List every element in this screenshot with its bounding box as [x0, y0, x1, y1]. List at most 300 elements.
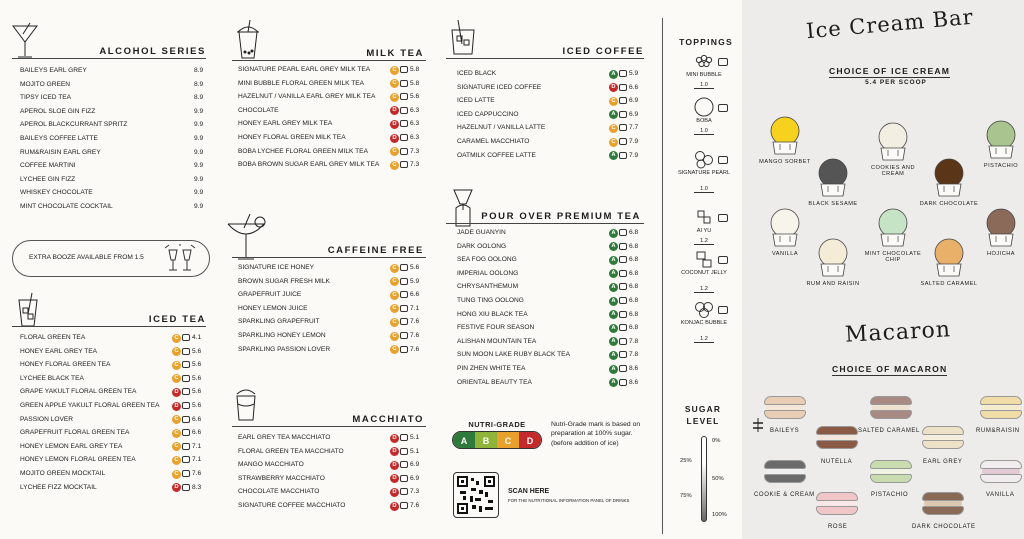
- menu-item: [238, 288, 424, 302]
- menu-item-name: BAILEYS COFFEE LATTE: [20, 134, 98, 142]
- nutri-grade-badge: C: [390, 304, 399, 313]
- menu-item-name: SIGNATURE COFFEE MACCHIATO: [238, 501, 346, 509]
- section-title-macchiato: MACCHIATO: [352, 414, 424, 425]
- sugar-cube-icon: [619, 283, 627, 290]
- macaron-subtitle: CHOICE OF MACARON: [832, 364, 948, 374]
- menu-item-price: 8.9: [194, 94, 204, 102]
- sugar-cube-icon: [400, 332, 408, 339]
- ice-cream-bar-title: Ice Cream Bar: [805, 4, 975, 44]
- menu-item-name: FESTIVE FOUR SEASON: [457, 324, 535, 332]
- menu-item-price: 8.6: [629, 364, 639, 372]
- menu-item-name: STRAWBERRY MACCHIATO: [238, 474, 325, 482]
- menu-item: [238, 158, 424, 172]
- menu-item-price: 5.1: [410, 447, 420, 455]
- sugar-cube-icon: [619, 243, 627, 250]
- sugar-cube-icon: [400, 66, 408, 73]
- sugar-cube-icon: [619, 324, 627, 331]
- menu-item: [20, 173, 206, 187]
- topping-price: 1.2: [694, 238, 714, 245]
- menu-item: [20, 91, 206, 105]
- menu-item-name: ICED LATTE: [457, 97, 495, 105]
- nutri-grade-badge: A: [609, 337, 618, 346]
- nutri-grade-badge: D: [172, 402, 181, 411]
- sugar-cube-icon: [619, 365, 627, 372]
- sugar-cube-icon: [182, 416, 190, 423]
- menu-item-price: 4.1: [192, 334, 202, 341]
- nutri-grade-badge: D: [390, 447, 399, 456]
- menu-item: [457, 294, 643, 308]
- nutri-grade-badge: D: [390, 461, 399, 470]
- section-title-caffeine-free: CAFFEINE FREE: [327, 245, 424, 256]
- caffeine-free-list: [238, 261, 424, 356]
- menu-item-price: 7.7: [629, 124, 639, 132]
- menu-item-price: 6.6: [410, 291, 420, 299]
- sugar-cube-icon: [619, 351, 627, 358]
- divider: [12, 326, 206, 327]
- nutri-grade-badge: D: [390, 434, 399, 443]
- nutri-grade-badge: A: [609, 70, 618, 79]
- sugar-cube-icon: [619, 297, 627, 304]
- topping-name: BOBA: [696, 118, 712, 124]
- menu-item-name: GRAPEFRUIT FLORAL GREEN TEA: [20, 429, 130, 437]
- nutri-grade-badge: C: [390, 277, 399, 286]
- extra-booze-text: EXTRA BOOZE AVAILABLE FROM 1.5: [29, 254, 144, 261]
- nutri-grade-badge: C: [172, 456, 181, 465]
- menu-item-name: HONEY EARL GREY MILK TEA: [238, 120, 333, 128]
- sugar-cube-icon: [400, 80, 408, 87]
- menu-item-name: COFFEE MARTINI: [20, 162, 76, 170]
- macaron-icon: [764, 460, 806, 483]
- sugar-cube-icon: [718, 58, 728, 66]
- macaron-stand-icon: [752, 418, 764, 437]
- nutri-grade-badge: C: [390, 147, 399, 156]
- qr-code[interactable]: [453, 472, 499, 518]
- menu-item: [20, 481, 206, 495]
- menu-item: [20, 440, 206, 454]
- menu-item-name: HONEY LEMON JUICE: [238, 304, 308, 312]
- sugar-cube-icon: [182, 429, 190, 436]
- menu-item: [238, 343, 424, 357]
- menu-item-price: 6.3: [410, 120, 420, 128]
- sugar-cube-icon: [182, 402, 190, 409]
- menu-item: [20, 467, 206, 481]
- sugar-cube-icon: [400, 278, 408, 285]
- menu-item-name: JADE GUANYIN: [457, 229, 506, 236]
- menu-item-name: CARAMEL MACCHIATO: [457, 137, 530, 145]
- menu-item: [457, 108, 643, 122]
- ice-cream-flavor-name: SALTED CARAMEL: [920, 281, 978, 287]
- nutri-grade-badge: D: [172, 388, 181, 397]
- ice-cream-flavor-name: RUM AND RAISIN: [806, 281, 860, 287]
- nutri-grade-title: NUTRI-GRADE: [468, 420, 526, 429]
- sugar-cube-icon: [400, 93, 408, 100]
- menu-item: [457, 226, 643, 240]
- section-title-pour-over: POUR OVER PREMIUM TEA: [481, 211, 641, 222]
- menu-item-name: MINI BUBBLE FLORAL GREEN MILK TEA: [238, 79, 365, 87]
- menu-item-name: HAZELNUT / VANILLA EARL GREY MILK TEA: [238, 93, 376, 101]
- alcohol-list: [20, 64, 206, 214]
- iced-coffee-glass-icon: [446, 20, 480, 61]
- macaron-title: Macaron: [844, 317, 952, 348]
- menu-item-price: 6.6: [192, 415, 202, 423]
- menu-item-name: SPARKLING PASSION LOVER: [238, 345, 331, 353]
- menu-item: [20, 426, 206, 440]
- menu-item-name: CHOCOLATE: [238, 106, 279, 114]
- sugar-cube-icon: [400, 502, 408, 509]
- menu-item-name: SPARKLING GRAPEFRUIT: [238, 318, 320, 326]
- menu-item-price: 6.9: [410, 474, 420, 482]
- menu-item-price: 9.9: [194, 202, 204, 210]
- topping-name: AI YU: [696, 228, 712, 234]
- menu-item-price: 7.8: [629, 351, 639, 359]
- menu-item-price: 6.3: [410, 106, 420, 114]
- menu-item-name: SIGNATURE PEARL EARL GREY MILK TEA: [238, 66, 371, 73]
- scan-title: SCAN HERE: [508, 488, 550, 495]
- divider: [446, 58, 644, 59]
- sugar-level-label: 25%: [680, 458, 692, 464]
- macaron-flavor-name: NUTELLA: [821, 459, 853, 465]
- ice-cream-scoop-icon: [932, 158, 966, 203]
- nutri-grade-scale: [452, 431, 542, 449]
- menu-item-price: 5.6: [192, 401, 202, 409]
- macaron-icon: [870, 396, 912, 419]
- sugar-cube-icon: [619, 111, 627, 118]
- menu-item: [238, 90, 424, 104]
- sugar-cube-icon: [182, 484, 190, 491]
- menu-item: [457, 135, 643, 149]
- sugar-cube-icon: [400, 264, 408, 271]
- ice-cream-flavor-name: HOJICHA: [986, 251, 1016, 257]
- sugar-cube-icon: [718, 256, 728, 264]
- menu-item: [238, 63, 424, 77]
- nutri-grade-badge: C: [390, 345, 399, 354]
- nutri-grade-badge: D: [390, 120, 399, 129]
- menu-item-price: 6.9: [629, 97, 639, 105]
- menu-item-price: 5.6: [192, 347, 202, 355]
- sugar-cube-icon: [400, 305, 408, 312]
- menu-item-name: LYCHEE GIN FIZZ: [20, 175, 76, 183]
- nutri-grade-badge: C: [390, 291, 399, 300]
- menu-item-name: ALISHAN MOUNTAIN TEA: [457, 337, 537, 345]
- menu-item-price: 7.1: [192, 442, 202, 450]
- menu-item: [20, 372, 206, 386]
- menu-item: [457, 321, 643, 335]
- menu-item: [20, 399, 206, 413]
- scan-subtitle: FOR THE NUTRITIONAL INFORMATION PANEL OF DRINKS: [508, 498, 630, 503]
- menu-item-name: GRAPEFRUIT JUICE: [238, 291, 302, 299]
- nutri-grade-badge: C: [172, 334, 181, 343]
- sugar-cube-icon: [182, 388, 190, 395]
- macaron-flavor-name: COOKIE & CREAM: [754, 492, 815, 498]
- menu-item: [238, 302, 424, 316]
- extra-booze-box: [12, 240, 210, 277]
- ice-cream-flavor-name: PISTACHIO: [983, 163, 1019, 169]
- menu-item-name: APEROL BLACKCURRANT SPRITZ: [20, 121, 128, 129]
- menu-item-name: HAZELNUT / VANILLA LATTE: [457, 124, 546, 132]
- nutri-grade-badge: D: [390, 474, 399, 483]
- sugar-cube-icon: [400, 488, 408, 495]
- macaron-icon: [980, 460, 1022, 483]
- macaron-flavor-name: DARK CHOCOLATE: [912, 524, 976, 530]
- menu-item-price: 5.6: [410, 264, 420, 271]
- sugar-cube-icon: [718, 214, 728, 222]
- macaron-icon: [922, 426, 964, 449]
- sugar-cube-icon: [619, 124, 627, 131]
- sugar-cube-icon: [182, 456, 190, 463]
- sugar-cube-icon: [619, 84, 627, 91]
- ice-cream-price-note: 5.4 PER SCOOP: [865, 79, 927, 86]
- menu-item: [457, 362, 643, 376]
- menu-item-name: HONEY FLORAL GREEN MILK TEA: [238, 133, 346, 141]
- menu-item-name: TUNG TING OOLONG: [457, 296, 524, 304]
- menu-item-name: WHISKEY CHOCOLATE: [20, 189, 93, 197]
- menu-item: [238, 145, 424, 159]
- macaron-flavor-name: VANILLA: [986, 492, 1015, 498]
- ice-cream-scoop-icon: [768, 116, 802, 161]
- nutri-grade-badge: C: [390, 161, 399, 170]
- nutri-grade-badge: A: [609, 324, 618, 333]
- topping-name: SIGNATURE PEARL: [677, 170, 731, 176]
- nutri-grade-badge: A: [609, 283, 618, 292]
- menu-item: [457, 308, 643, 322]
- menu-item: [238, 499, 424, 513]
- sugar-cube-icon: [619, 70, 627, 77]
- ice-cream-scoop-icon: [876, 208, 910, 253]
- menu-item-name: EARL GREY TEA MACCHIATO: [238, 434, 331, 441]
- nutri-grade-badge: C: [390, 79, 399, 88]
- sugar-cube-icon: [182, 443, 190, 450]
- menu-item-name: HONEY EARL GREY TEA: [20, 347, 98, 355]
- ice-cream-flavor-name: COOKIES AND CREAM: [870, 165, 916, 178]
- nutri-grade-badge: C: [609, 138, 618, 147]
- sugar-cube-icon: [182, 334, 190, 341]
- menu-item: [238, 445, 424, 459]
- sugar-cube-icon: [400, 475, 408, 482]
- menu-item-name: FLORAL GREEN TEA: [20, 334, 86, 341]
- menu-item: [238, 261, 424, 275]
- menu-item: [457, 280, 643, 294]
- nutri-grade-badge: A: [609, 378, 618, 387]
- divider: [232, 257, 426, 258]
- sugar-cube-icon: [619, 152, 627, 159]
- sugar-cube-icon: [182, 375, 190, 382]
- menu-item: [20, 64, 206, 78]
- sugar-cube-icon: [619, 138, 627, 145]
- nutri-grade-badge: A: [609, 269, 618, 278]
- menu-item: [457, 335, 643, 349]
- menu-item-name: OATMILK COFFEE LATTE: [457, 151, 536, 159]
- macaron-icon: [816, 492, 858, 515]
- sugar-title-1: SUGAR: [684, 404, 722, 414]
- ice-cream-scoop-icon: [984, 208, 1018, 253]
- sugar-cube-icon: [182, 470, 190, 477]
- menu-item-price: 5.1: [410, 434, 420, 441]
- menu-item-price: 6.9: [629, 110, 639, 118]
- macaron-flavor-name: PISTACHIO: [871, 492, 909, 498]
- macaron-icon: [764, 396, 806, 419]
- nutri-grade-badge: C: [390, 332, 399, 341]
- menu-item-price: 8.9: [194, 67, 204, 74]
- toppings-title: TOPPINGS: [679, 37, 733, 47]
- menu-item-price: 7.9: [629, 151, 639, 159]
- sugar-cube-icon: [619, 311, 627, 318]
- section-title-milk-tea: MILK TEA: [366, 48, 424, 59]
- menu-item: [457, 253, 643, 267]
- menu-item-name: ORIENTAL BEAUTY TEA: [457, 378, 532, 386]
- sugar-cube-icon: [619, 379, 627, 386]
- menu-item-name: MINT CHOCOLATE COCKTAIL: [20, 202, 113, 210]
- menu-item-name: HONEY LEMON EARL GREY TEA: [20, 442, 123, 450]
- sugar-level-label: 0%: [712, 438, 721, 444]
- menu-item-price: 9.9: [194, 175, 204, 183]
- nutri-grade-badge: C: [609, 124, 618, 133]
- nutri-grade-badge: C: [609, 97, 618, 106]
- menu-item: [20, 186, 206, 200]
- ice-cream-scoop-icon: [984, 120, 1018, 165]
- sugar-cube-icon: [182, 348, 190, 355]
- menu-item: [238, 104, 424, 118]
- nutri-grade-badge: A: [609, 229, 618, 238]
- sugar-cube-icon: [718, 156, 728, 164]
- menu-item-price: 7.1: [410, 304, 420, 312]
- section-title-iced-tea: ICED TEA: [148, 314, 206, 325]
- menu-item-price: 7.6: [410, 318, 420, 326]
- menu-item-price: 5.6: [192, 361, 202, 369]
- nutri-grade-badge: A: [609, 110, 618, 119]
- menu-item-price: 5.6: [410, 93, 420, 101]
- macaron-flavor-name: EARL GREY: [923, 459, 963, 465]
- topping-name: KONJAC BUBBLE: [680, 320, 728, 326]
- nutri-grade-badge: C: [390, 264, 399, 273]
- nutri-grade-badge: D: [390, 502, 399, 511]
- divider: [12, 58, 206, 59]
- menu-item-price: 7.8: [629, 337, 639, 345]
- cheers-glasses-icon: [161, 244, 199, 274]
- sugar-cube-icon: [718, 104, 728, 112]
- sugar-level-label: 100%: [712, 512, 727, 518]
- menu-item-name: CHOCOLATE MACCHIATO: [238, 488, 320, 496]
- menu-item-price: 8.9: [194, 80, 204, 88]
- menu-item: [238, 77, 424, 91]
- macaron-flavor-name: SALTED CARAMEL: [858, 428, 920, 434]
- menu-item-price: 6.3: [410, 133, 420, 141]
- topping-price: 1.0: [694, 186, 714, 193]
- macaron-flavor-name: RUM&RAISIN: [976, 428, 1020, 434]
- sugar-cube-icon: [400, 120, 408, 127]
- nutri-grade-badge: C: [172, 374, 181, 383]
- ice-cream-flavor-name: VANILLA: [771, 251, 799, 257]
- ice-cream-flavor-name: MANGO SORBET: [759, 159, 811, 165]
- menu-item-name: TIPSY ICED TEA: [20, 94, 72, 102]
- ice-cream-scoop-icon: [876, 122, 910, 167]
- menu-item-price: 6.8: [629, 296, 639, 304]
- macchiato-list: [238, 431, 424, 513]
- divider: [446, 223, 644, 224]
- menu-item: [238, 458, 424, 472]
- menu-item: [457, 81, 643, 95]
- menu-item: [238, 117, 424, 131]
- nutri-grade-badge: A: [609, 365, 618, 374]
- menu-item-price: 9.9: [194, 162, 204, 170]
- menu-item: [238, 315, 424, 329]
- ice-cream-scoop-icon: [816, 238, 850, 283]
- nutri-grade-a: A: [453, 432, 475, 448]
- menu-item-price: 7.6: [410, 345, 420, 353]
- menu-item-name: CHRYSANTHEMUM: [457, 283, 519, 291]
- sugar-gauge: [701, 436, 707, 522]
- menu-item-name: MOJITO GREEN: [20, 80, 71, 88]
- nutri-grade-c: C: [497, 432, 519, 448]
- divider: [232, 426, 426, 427]
- menu-item-name: MOJITO GREEN MOCKTAIL: [20, 469, 106, 477]
- sugar-cube-icon: [400, 346, 408, 353]
- menu-item: [20, 105, 206, 119]
- sugar-cube-icon: [400, 318, 408, 325]
- menu-item: [457, 67, 643, 81]
- menu-item-price: 6.8: [629, 229, 639, 236]
- topping-price: 1.0: [694, 128, 714, 135]
- sugar-level-label: 75%: [680, 493, 692, 499]
- nutri-grade-badge: D: [390, 106, 399, 115]
- menu-item-name: PASSION LOVER: [20, 415, 74, 423]
- menu-item-name: ICED CAPPUCCINO: [457, 110, 519, 118]
- menu-item-name: SIGNATURE ICED COFFEE: [457, 83, 542, 91]
- nutri-grade-d: D: [519, 432, 541, 448]
- menu-item-price: 9.9: [194, 189, 204, 197]
- nutri-grade-badge: D: [609, 83, 618, 92]
- milk-tea-list: [238, 63, 424, 172]
- menu-item: [20, 78, 206, 92]
- menu-item-price: 6.6: [629, 83, 639, 91]
- menu-item-name: DARK OOLONG: [457, 242, 507, 250]
- menu-item-price: 6.9: [410, 461, 420, 469]
- menu-item: [238, 131, 424, 145]
- nutri-grade-badge: C: [390, 318, 399, 327]
- topping-price: 1.0: [694, 82, 714, 89]
- menu-item-price: 9.9: [194, 121, 204, 129]
- menu-item-price: 7.9: [629, 137, 639, 145]
- menu-item-price: 8.6: [629, 378, 639, 386]
- sugar-cube-icon: [400, 448, 408, 455]
- menu-item-name: PIN ZHEN WHITE TEA: [457, 364, 526, 372]
- menu-item-price: 9.9: [194, 107, 204, 115]
- sugar-cube-icon: [400, 291, 408, 298]
- sugar-title-2: LEVEL: [686, 416, 720, 426]
- nutri-grade-badge: A: [609, 256, 618, 265]
- nutri-grade-badge: C: [172, 429, 181, 438]
- menu-item-name: HONEY FLORAL GREEN TEA: [20, 361, 111, 369]
- menu-item-name: BOBA BROWN SUGAR EARL GREY MILK TEA: [238, 161, 380, 169]
- menu-item: [20, 358, 206, 372]
- menu-item-name: SEA FOG OOLONG: [457, 256, 517, 264]
- sugar-cube-icon: [400, 107, 408, 114]
- sugar-cube-icon: [400, 148, 408, 155]
- menu-item-price: 7.1: [192, 456, 202, 464]
- menu-item-name: MANGO MACCHIATO: [238, 461, 304, 469]
- macaron-icon: [870, 460, 912, 483]
- macaron-flavor-name: ROSE: [828, 524, 848, 530]
- macaron-icon: [922, 492, 964, 515]
- nutri-grade-badge: C: [390, 66, 399, 75]
- milk-tea-cup-icon: [234, 20, 262, 65]
- nutri-grade-badge: C: [172, 361, 181, 370]
- menu-item-price: 9.9: [194, 148, 204, 156]
- nutri-grade-badge: C: [172, 470, 181, 479]
- menu-item: [238, 485, 424, 499]
- menu-item-price: 6.8: [629, 310, 639, 318]
- menu-item: [457, 149, 643, 163]
- menu-item-name: LYCHEE FIZZ MOCKTAIL: [20, 483, 97, 491]
